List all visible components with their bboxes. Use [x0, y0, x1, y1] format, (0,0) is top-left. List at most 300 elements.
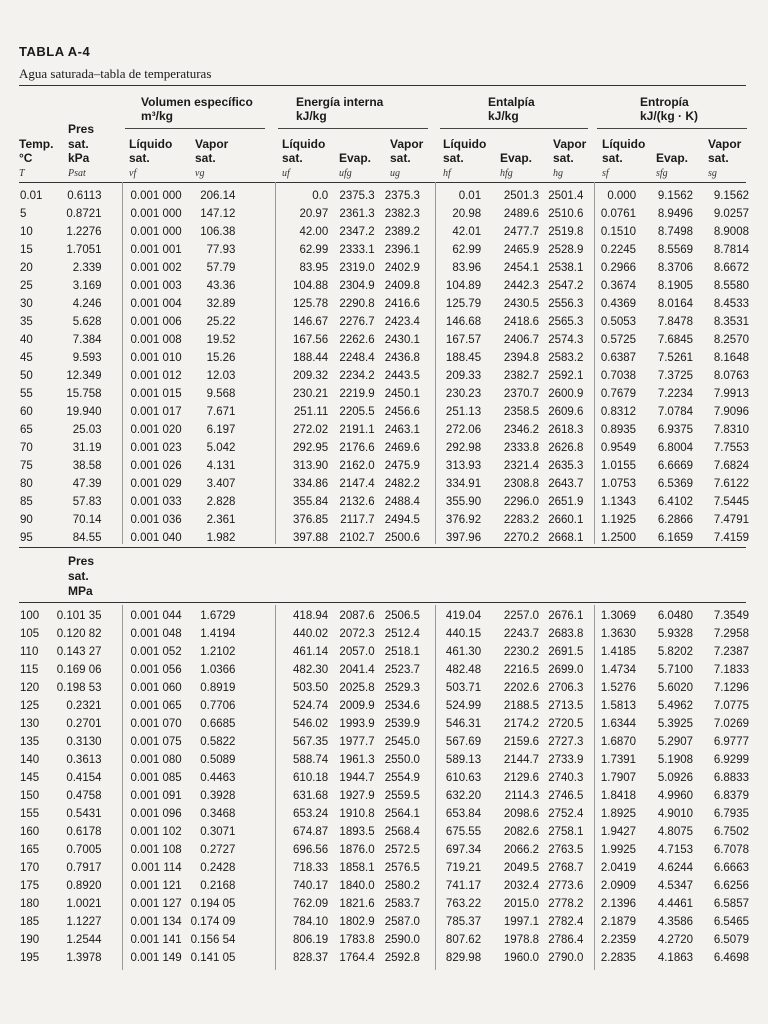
- table-cell: 7.4791: [713, 514, 749, 526]
- table-cell: 2162.0: [339, 460, 375, 472]
- table-cell: 2580.2: [384, 880, 420, 892]
- table-cell: 829.98: [445, 952, 482, 964]
- table-cell: 70.14: [72, 514, 102, 526]
- table-cell: 2699.0: [548, 664, 584, 676]
- table-cell: 2475.9: [384, 460, 420, 472]
- header-enthalpy-group: Entalpía: [488, 95, 535, 109]
- table-cell: 167.57: [445, 334, 482, 346]
- table-cell: 9.0257: [713, 208, 749, 220]
- table-cell: 20.97: [299, 208, 329, 220]
- table-cell: 1.1925: [600, 514, 637, 526]
- table-cell: 25.22: [206, 316, 236, 328]
- table-row: [14, 223, 749, 241]
- table-cell: 2651.9: [548, 496, 584, 508]
- header-enthalpy-unit: kJ/kg: [488, 109, 519, 123]
- table-cell: 0.01: [458, 190, 482, 202]
- table-cell: 1.4194: [200, 628, 236, 640]
- table-cell: 1.7391: [600, 754, 637, 766]
- table-cell: 4.8075: [657, 826, 694, 838]
- table-cell: 0.2245: [600, 244, 637, 256]
- table-cell: 83.96: [452, 262, 482, 274]
- sym-vf: vf: [129, 168, 137, 179]
- table-cell: 1961.3: [339, 754, 375, 766]
- table-cell: 47.39: [72, 478, 102, 490]
- table-cell: 376.85: [293, 514, 329, 526]
- table-cell: 8.4533: [713, 298, 749, 310]
- table-cell: 2.828: [206, 496, 236, 508]
- table-cell: 2554.9: [384, 772, 420, 784]
- table-cell: 2114.3: [504, 790, 540, 802]
- table-cell: 230.21: [293, 388, 329, 400]
- table-cell: 2600.9: [548, 388, 584, 400]
- header-sf-1: Líquido: [602, 137, 646, 151]
- table-cell: 1893.5: [339, 826, 375, 838]
- table-cell: 120: [20, 682, 40, 694]
- table-cell: 0.001 023: [130, 442, 182, 454]
- table-row: [14, 661, 749, 679]
- table-cell: 2489.6: [503, 208, 540, 220]
- table-row: [14, 331, 749, 349]
- table-cell: 1.9925: [600, 844, 637, 856]
- table-subtitle: Agua saturada–tabla de temperaturas: [19, 66, 212, 81]
- table-cell: 1.3630: [600, 628, 637, 640]
- table-cell: 7.8478: [657, 316, 694, 328]
- table-row: [14, 607, 749, 625]
- table-cell: 125.79: [445, 298, 482, 310]
- table-cell: 6.1659: [657, 532, 694, 544]
- table-cell: 419.04: [445, 610, 482, 622]
- table-cell: 167.56: [293, 334, 329, 346]
- header-pres-unit: kPa: [68, 151, 90, 165]
- table-cell: 6.8833: [713, 772, 749, 784]
- header-uf-2: sat.: [282, 151, 303, 165]
- table-cell: 2406.7: [503, 334, 540, 346]
- table-cell: 2.361: [206, 514, 236, 526]
- table-cell: 355.90: [445, 496, 482, 508]
- table-cell: 0.8721: [66, 208, 102, 220]
- table-cell: 6.0480: [657, 610, 694, 622]
- table-cell: 2147.4: [339, 478, 375, 490]
- table-cell: 828.37: [293, 952, 329, 964]
- table-cell: 0.120 82: [56, 628, 102, 640]
- table-cell: 2618.3: [548, 424, 584, 436]
- table-cell: 1.2500: [600, 532, 637, 544]
- table-cell: 0.143 27: [56, 646, 102, 658]
- table-cell: 5: [20, 208, 27, 220]
- table-cell: 2583.7: [384, 898, 420, 910]
- table-cell: 2396.1: [384, 244, 420, 256]
- table-cell: 9.1562: [657, 190, 694, 202]
- table-cell: 0.3674: [600, 280, 637, 292]
- table-cell: 5.2907: [657, 736, 694, 748]
- table-row: [14, 841, 749, 859]
- table-row: [14, 259, 749, 277]
- table-cell: 2590.0: [384, 934, 420, 946]
- table-cell: 610.18: [293, 772, 329, 784]
- table-cell: 5.8202: [657, 646, 694, 658]
- table-cell: 0.6178: [66, 826, 102, 838]
- table-cell: 2660.1: [548, 514, 584, 526]
- table-cell: 6.6663: [713, 862, 749, 874]
- table-cell: 0.001 096: [130, 808, 182, 820]
- table-cell: 8.6672: [713, 262, 749, 274]
- table-cell: 32.89: [206, 298, 236, 310]
- table-cell: 50: [20, 370, 33, 382]
- header-vol-group: Volumen específico: [141, 95, 253, 109]
- table-cell: 653.24: [293, 808, 329, 820]
- table-cell: 1.0753: [600, 478, 637, 490]
- table-cell: 190: [20, 934, 40, 946]
- table-cell: 2556.3: [548, 298, 584, 310]
- table-cell: 7.3725: [657, 370, 694, 382]
- table-cell: 3.407: [206, 478, 236, 490]
- table-cell: 0.001 141: [130, 934, 182, 946]
- table-cell: 2564.1: [384, 808, 420, 820]
- table-cell: 1840.0: [339, 880, 375, 892]
- table-cell: 2450.1: [384, 388, 420, 400]
- table-cell: 1910.8: [339, 808, 375, 820]
- table-cell: 567.69: [445, 736, 482, 748]
- table-cell: 0.001 102: [130, 826, 182, 838]
- table-cell: 653.84: [445, 808, 482, 820]
- table-cell: 8.5569: [657, 244, 694, 256]
- header-temp-unit: °C: [19, 151, 33, 165]
- table-cell: 8.9008: [713, 226, 749, 238]
- table-cell: 2463.1: [384, 424, 420, 436]
- table-mpa-section: [14, 607, 749, 967]
- table-cell: 19.52: [206, 334, 236, 346]
- table-cell: 2389.2: [384, 226, 420, 238]
- header-ufg: Evap.: [339, 151, 372, 165]
- table-cell: 2098.6: [503, 808, 540, 820]
- table-cell: 589.13: [445, 754, 482, 766]
- table-kpa-section: [14, 187, 749, 547]
- table-cell: 7.1296: [713, 682, 749, 694]
- table-cell: 90: [20, 514, 33, 526]
- table-cell: 0.5089: [200, 754, 236, 766]
- table-row: [14, 421, 749, 439]
- table-cell: 110: [20, 646, 39, 658]
- table-cell: 2668.1: [548, 532, 584, 544]
- table-cell: 35: [20, 316, 33, 328]
- table-cell: 1997.1: [503, 916, 540, 928]
- table-cell: 2423.4: [384, 316, 420, 328]
- table-cell: 2025.8: [339, 682, 375, 694]
- table-kpa-body: [14, 187, 749, 547]
- table-cell: 25: [20, 280, 33, 292]
- header-vg-1: Vapor: [195, 137, 229, 151]
- table-cell: 7.1833: [713, 664, 749, 676]
- header-hf-1: Líquido: [443, 137, 487, 151]
- table-cell: 524.99: [445, 700, 482, 712]
- table-cell: 697.34: [445, 844, 482, 856]
- table-cell: 135: [20, 736, 40, 748]
- table-cell: 42.01: [452, 226, 482, 238]
- table-cell: 2430.5: [503, 298, 540, 310]
- table-cell: 5.0926: [657, 772, 694, 784]
- table-cell: 57.79: [206, 262, 236, 274]
- sym-psat: Psat: [68, 168, 86, 179]
- table-cell: 718.33: [293, 862, 329, 874]
- table-cell: 2465.9: [503, 244, 540, 256]
- table-cell: 4.246: [72, 298, 102, 310]
- table-cell: 7.5261: [657, 352, 694, 364]
- table-cell: 1.0366: [200, 664, 236, 676]
- table-cell: 0.4369: [600, 298, 637, 310]
- table-cell: 251.13: [445, 406, 482, 418]
- table-cell: 2262.6: [339, 334, 375, 346]
- table-cell: 2057.0: [339, 646, 375, 658]
- header-vg-2: sat.: [195, 151, 216, 165]
- table-cell: 0.001 003: [130, 280, 182, 292]
- table-row: [14, 751, 749, 769]
- table-cell: 1944.7: [339, 772, 375, 784]
- table-cell: 7.384: [72, 334, 102, 346]
- table-cell: 7.2387: [713, 646, 749, 658]
- table-row: [14, 385, 749, 403]
- header-sg-2: sat.: [708, 151, 729, 165]
- table-cell: 2009.9: [339, 700, 375, 712]
- table-cell: 125.78: [293, 298, 329, 310]
- table-cell: 150: [20, 790, 40, 802]
- table-cell: 15.26: [206, 352, 236, 364]
- table-cell: 2501.4: [548, 190, 584, 202]
- table-cell: 2066.2: [503, 844, 540, 856]
- table-cell: 1.6870: [600, 736, 637, 748]
- table-cell: 567.35: [293, 736, 329, 748]
- table-cell: 0.0761: [600, 208, 637, 220]
- table-cell: 2568.4: [384, 826, 420, 838]
- table-cell: 1876.0: [339, 844, 375, 856]
- table-cell: 482.30: [293, 664, 329, 676]
- table-cell: 806.19: [293, 934, 329, 946]
- table-cell: 2746.5: [548, 790, 584, 802]
- table-cell: 175: [20, 880, 40, 892]
- table-cell: 0.7706: [200, 700, 236, 712]
- table-cell: 6.7502: [713, 826, 749, 838]
- table-cell: 206.14: [200, 190, 236, 202]
- table-cell: 2283.2: [503, 514, 540, 526]
- table-cell: 292.98: [445, 442, 482, 454]
- table-cell: 8.2570: [713, 334, 749, 346]
- table-cell: 2072.3: [339, 628, 375, 640]
- table-cell: 180: [20, 898, 40, 910]
- table-cell: 1.7907: [600, 772, 637, 784]
- table-row: [14, 787, 749, 805]
- mid-rule: [19, 547, 746, 548]
- table-cell: 7.6845: [657, 334, 694, 346]
- table-cell: 2188.5: [503, 700, 540, 712]
- table-cell: 2768.7: [548, 862, 584, 874]
- table-cell: 741.17: [445, 880, 482, 892]
- header-hg-2: sat.: [553, 151, 574, 165]
- table-cell: 2576.5: [384, 862, 420, 874]
- table-cell: 6.6256: [713, 880, 749, 892]
- header-bottom-rule: [19, 182, 746, 183]
- table-cell: 1993.9: [339, 718, 375, 730]
- table-cell: 6.5857: [713, 898, 749, 910]
- table-cell: 8.7498: [657, 226, 694, 238]
- table-cell: 4.1863: [657, 952, 694, 964]
- table-cell: 2683.8: [548, 628, 584, 640]
- table-cell: 10: [20, 226, 33, 238]
- table-cell: 0.5822: [200, 736, 236, 748]
- header-hfg: Evap.: [500, 151, 533, 165]
- table-cell: 9.593: [72, 352, 102, 364]
- header-ug-1: Vapor: [390, 137, 424, 151]
- table-cell: 8.0164: [657, 298, 694, 310]
- table-cell: 0.001 036: [130, 514, 182, 526]
- table-cell: 334.91: [445, 478, 482, 490]
- table-cell: 2713.5: [548, 700, 584, 712]
- table-cell: 2.1396: [600, 898, 637, 910]
- table-cell: 2436.8: [384, 352, 420, 364]
- table-cell: 2706.3: [548, 682, 584, 694]
- table-cell: 2733.9: [548, 754, 584, 766]
- table-cell: 503.50: [293, 682, 329, 694]
- table-cell: 1.3978: [66, 952, 102, 964]
- table-cell: 2347.2: [339, 226, 375, 238]
- table-cell: 2539.9: [384, 718, 420, 730]
- sym-vg: vg: [195, 168, 205, 179]
- table-cell: 2752.4: [548, 808, 584, 820]
- table-cell: 2773.6: [548, 880, 584, 892]
- table-cell: 0.001 065: [130, 700, 182, 712]
- table-cell: 2442.3: [503, 280, 540, 292]
- table-cell: 145: [20, 772, 40, 784]
- table-cell: 1.4185: [600, 646, 637, 658]
- header-entropy-group: Entropía: [640, 95, 689, 109]
- table-cell: 1858.1: [339, 862, 375, 874]
- table-cell: 2248.4: [339, 352, 375, 364]
- table-row: [14, 643, 749, 661]
- table-cell: 2500.6: [384, 532, 420, 544]
- table-cell: 2592.8: [384, 952, 420, 964]
- table-cell: 43.36: [206, 280, 236, 292]
- table-cell: 807.62: [445, 934, 482, 946]
- table-cell: 62.99: [299, 244, 329, 256]
- table-cell: 1960.0: [503, 952, 540, 964]
- sym-sg: sg: [708, 168, 717, 179]
- table-cell: 6.4102: [657, 496, 694, 508]
- table-cell: 2528.9: [548, 244, 584, 256]
- table-cell: 104.88: [293, 280, 329, 292]
- table-cell: 2676.1: [548, 610, 584, 622]
- table-row: [14, 403, 749, 421]
- table-cell: 0.156 54: [190, 934, 236, 946]
- table-row: [14, 241, 749, 259]
- table-row: [14, 529, 749, 547]
- table-cell: 5.628: [72, 316, 102, 328]
- table-cell: 2.2835: [600, 952, 637, 964]
- table-cell: 0.0: [312, 190, 329, 202]
- table-cell: 0.9549: [600, 442, 637, 454]
- table-cell: 1.2544: [66, 934, 102, 946]
- table-cell: 25.03: [72, 424, 102, 436]
- table-cell: 313.93: [445, 460, 482, 472]
- table-cell: 2534.6: [384, 700, 420, 712]
- table-cell: 0.3928: [200, 790, 236, 802]
- table-cell: 1.1227: [66, 916, 102, 928]
- table-cell: 292.95: [293, 442, 329, 454]
- mid-rule-2: [19, 602, 746, 603]
- table-cell: 8.7814: [713, 244, 749, 256]
- table-cell: 2321.4: [503, 460, 540, 472]
- table-cell: 0.001 134: [130, 916, 182, 928]
- table-row: [14, 367, 749, 385]
- table-cell: 42.00: [299, 226, 329, 238]
- table-cell: 2087.6: [339, 610, 375, 622]
- table-cell: 2550.0: [384, 754, 420, 766]
- table-cell: 440.02: [293, 628, 329, 640]
- table-cell: 2454.1: [503, 262, 540, 274]
- table-cell: 84.55: [72, 532, 102, 544]
- table-cell: 8.3706: [657, 262, 694, 274]
- table-cell: 160: [20, 826, 40, 838]
- table-cell: 6.9299: [713, 754, 749, 766]
- table-cell: 2469.6: [384, 442, 420, 454]
- table-cell: 0.001 015: [130, 388, 182, 400]
- table-cell: 2290.8: [339, 298, 375, 310]
- table-cell: 2510.6: [548, 208, 584, 220]
- table-cell: 209.32: [293, 370, 329, 382]
- table-cell: 4.5347: [657, 880, 694, 892]
- table-cell: 12.349: [66, 370, 102, 382]
- table-row: [14, 205, 749, 223]
- table-cell: 1927.9: [339, 790, 375, 802]
- table-cell: 125: [20, 700, 40, 712]
- table-cell: 2.1879: [600, 916, 637, 928]
- table-cell: 7.6824: [713, 460, 749, 472]
- table-cell: 6.9777: [713, 736, 749, 748]
- table-row: [14, 295, 749, 313]
- table-cell: 2443.5: [384, 370, 420, 382]
- table-cell: 6.9375: [657, 424, 694, 436]
- table-cell: 2382.7: [503, 370, 540, 382]
- table-cell: 2418.6: [503, 316, 540, 328]
- table-cell: 77.93: [206, 244, 236, 256]
- table-cell: 7.8310: [713, 424, 749, 436]
- table-cell: 2583.2: [548, 352, 584, 364]
- table-cell: 0.001 070: [130, 718, 182, 730]
- table-cell: 1.0155: [600, 460, 637, 472]
- table-cell: 7.2234: [657, 388, 694, 400]
- table-cell: 2740.3: [548, 772, 584, 784]
- table-cell: 0.7005: [66, 844, 102, 856]
- table-cell: 2.0909: [600, 880, 637, 892]
- table-cell: 2015.0: [503, 898, 540, 910]
- table-cell: 20.98: [452, 208, 482, 220]
- table-cell: 0.2428: [200, 862, 236, 874]
- sym-t: T: [19, 168, 25, 179]
- table-cell: 418.94: [293, 610, 329, 622]
- table-cell: 4.9960: [657, 790, 694, 802]
- table-cell: 1.7051: [66, 244, 102, 256]
- header-hf-2: sat.: [443, 151, 464, 165]
- table-cell: 57.83: [72, 496, 102, 508]
- header-temp: Temp.: [19, 137, 54, 151]
- table-cell: 2501.3: [503, 190, 540, 202]
- table-cell: 2409.8: [384, 280, 420, 292]
- table-cell: 188.44: [293, 352, 329, 364]
- top-rule: [19, 85, 746, 86]
- table-cell: 0.001 001: [130, 244, 182, 256]
- table-cell: 546.02: [293, 718, 329, 730]
- table-cell: 610.63: [445, 772, 482, 784]
- table-cell: 2482.2: [384, 478, 420, 490]
- table-cell: 4.3586: [657, 916, 694, 928]
- table-cell: 2456.6: [384, 406, 420, 418]
